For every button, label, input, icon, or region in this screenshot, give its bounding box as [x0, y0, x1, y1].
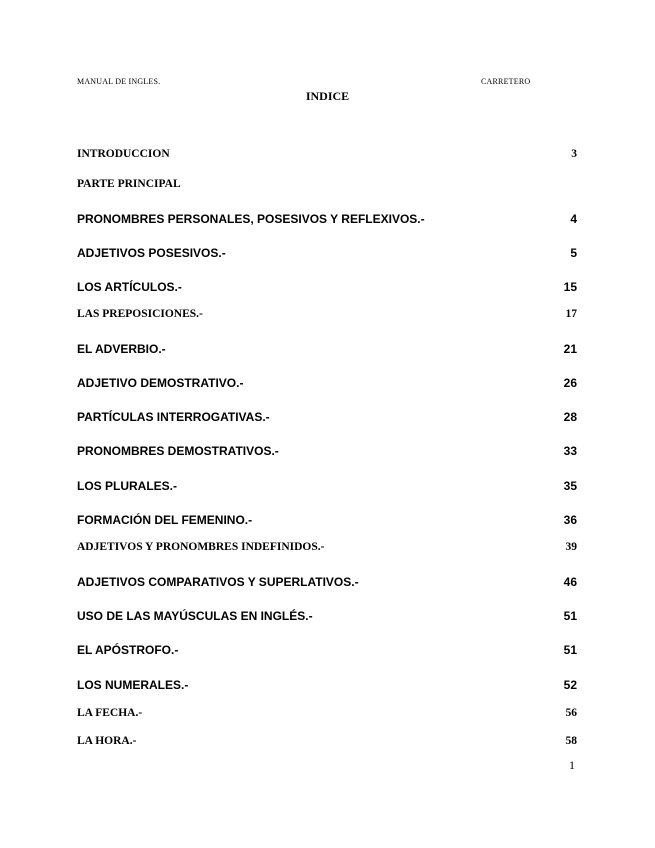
toc-entry: [77, 735, 577, 751]
page-title: INDICE: [305, 89, 350, 103]
page-number: 1: [569, 758, 575, 772]
toc-entry-label: LOS PLURALES.-: [77, 479, 178, 493]
toc-section-heading: [77, 178, 577, 194]
toc-entry: [77, 308, 577, 324]
toc-entry: [77, 342, 577, 358]
toc-entry-label: EL ADVERBIO.-: [77, 342, 166, 356]
toc-entry-label: LA FECHA.-: [77, 707, 143, 719]
toc-entry: [77, 513, 577, 529]
toc-entry: [77, 376, 577, 392]
toc-entry-label: LOS ARTÍCULOS.-: [77, 280, 182, 294]
toc-entry: [77, 609, 577, 625]
toc-entry-page: 35: [563, 479, 577, 493]
toc-entry-label: PRONOMBRES DEMOSTRATIVOS.-: [77, 444, 279, 458]
running-header-left: MANUAL DE INGLES.: [77, 77, 161, 86]
toc-entry: [77, 212, 577, 228]
toc-entry-label: PARTÍCULAS INTERROGATIVAS.-: [77, 410, 270, 424]
toc-entry-label: ADJETIVO DEMOSTRATIVO.-: [77, 376, 244, 390]
toc-entry: [77, 541, 577, 557]
toc-entry-page: 36: [563, 513, 577, 527]
toc-entry: [77, 280, 577, 296]
toc-entry: [77, 707, 577, 723]
toc-entry-page: 52: [563, 678, 577, 692]
toc-entry-label: LAS PREPOSICIONES.-: [77, 308, 203, 320]
toc-entry-label: ADJETIVOS POSESIVOS.-: [77, 246, 226, 260]
toc-entry: [77, 479, 577, 495]
toc-entry-page: 56: [565, 707, 577, 719]
toc-entry: [77, 148, 577, 164]
toc-entry: [77, 246, 577, 262]
running-header-right: CARRETERO: [481, 77, 531, 86]
toc-entry-page: 51: [563, 609, 577, 623]
toc-entry: [77, 444, 577, 460]
toc-entry-label: PRONOMBRES PERSONALES, POSESIVOS Y REFLEXIVOS.-: [77, 212, 425, 226]
toc-entry-label: LA HORA.-: [77, 735, 137, 747]
toc-entry-page: 3: [571, 148, 577, 160]
toc-entry-label: FORMACIÓN DEL FEMENINO.-: [77, 513, 253, 527]
toc-entry-page: 58: [565, 735, 577, 747]
toc-entry-label: ADJETIVOS COMPARATIVOS Y SUPERLATIVOS.-: [77, 575, 359, 589]
toc-entry-page: 17: [565, 308, 577, 320]
toc-entry-label: ADJETIVOS Y PRONOMBRES INDEFINIDOS.-: [77, 541, 325, 553]
toc-entry-label: PARTE PRINCIPAL: [77, 178, 181, 190]
toc-entry-page: 21: [563, 342, 577, 356]
toc-entry-label: USO DE LAS MAYÚSCULAS EN INGLÉS.-: [77, 609, 313, 623]
toc-entry-page: 5: [570, 246, 577, 260]
toc-entry: [77, 678, 577, 694]
toc-entry-page: 33: [563, 444, 577, 458]
toc-entry-label: INTRODUCCION: [77, 148, 170, 160]
toc-entry: [77, 410, 577, 426]
toc-entry-page: 28: [563, 410, 577, 424]
toc-entry-page: 39: [565, 541, 577, 553]
toc-entry-page: 4: [570, 212, 577, 226]
toc-entry-page: 26: [563, 376, 577, 390]
toc-entry-page: 51: [563, 643, 577, 657]
toc-entry: [77, 575, 577, 591]
toc-entry: [77, 643, 577, 659]
toc-entry-page: 46: [563, 575, 577, 589]
toc-entry-label: LOS NUMERALES.-: [77, 678, 189, 692]
toc-entry-page: 15: [563, 280, 577, 294]
toc-entry-label: EL APÓSTROFO.-: [77, 643, 179, 657]
